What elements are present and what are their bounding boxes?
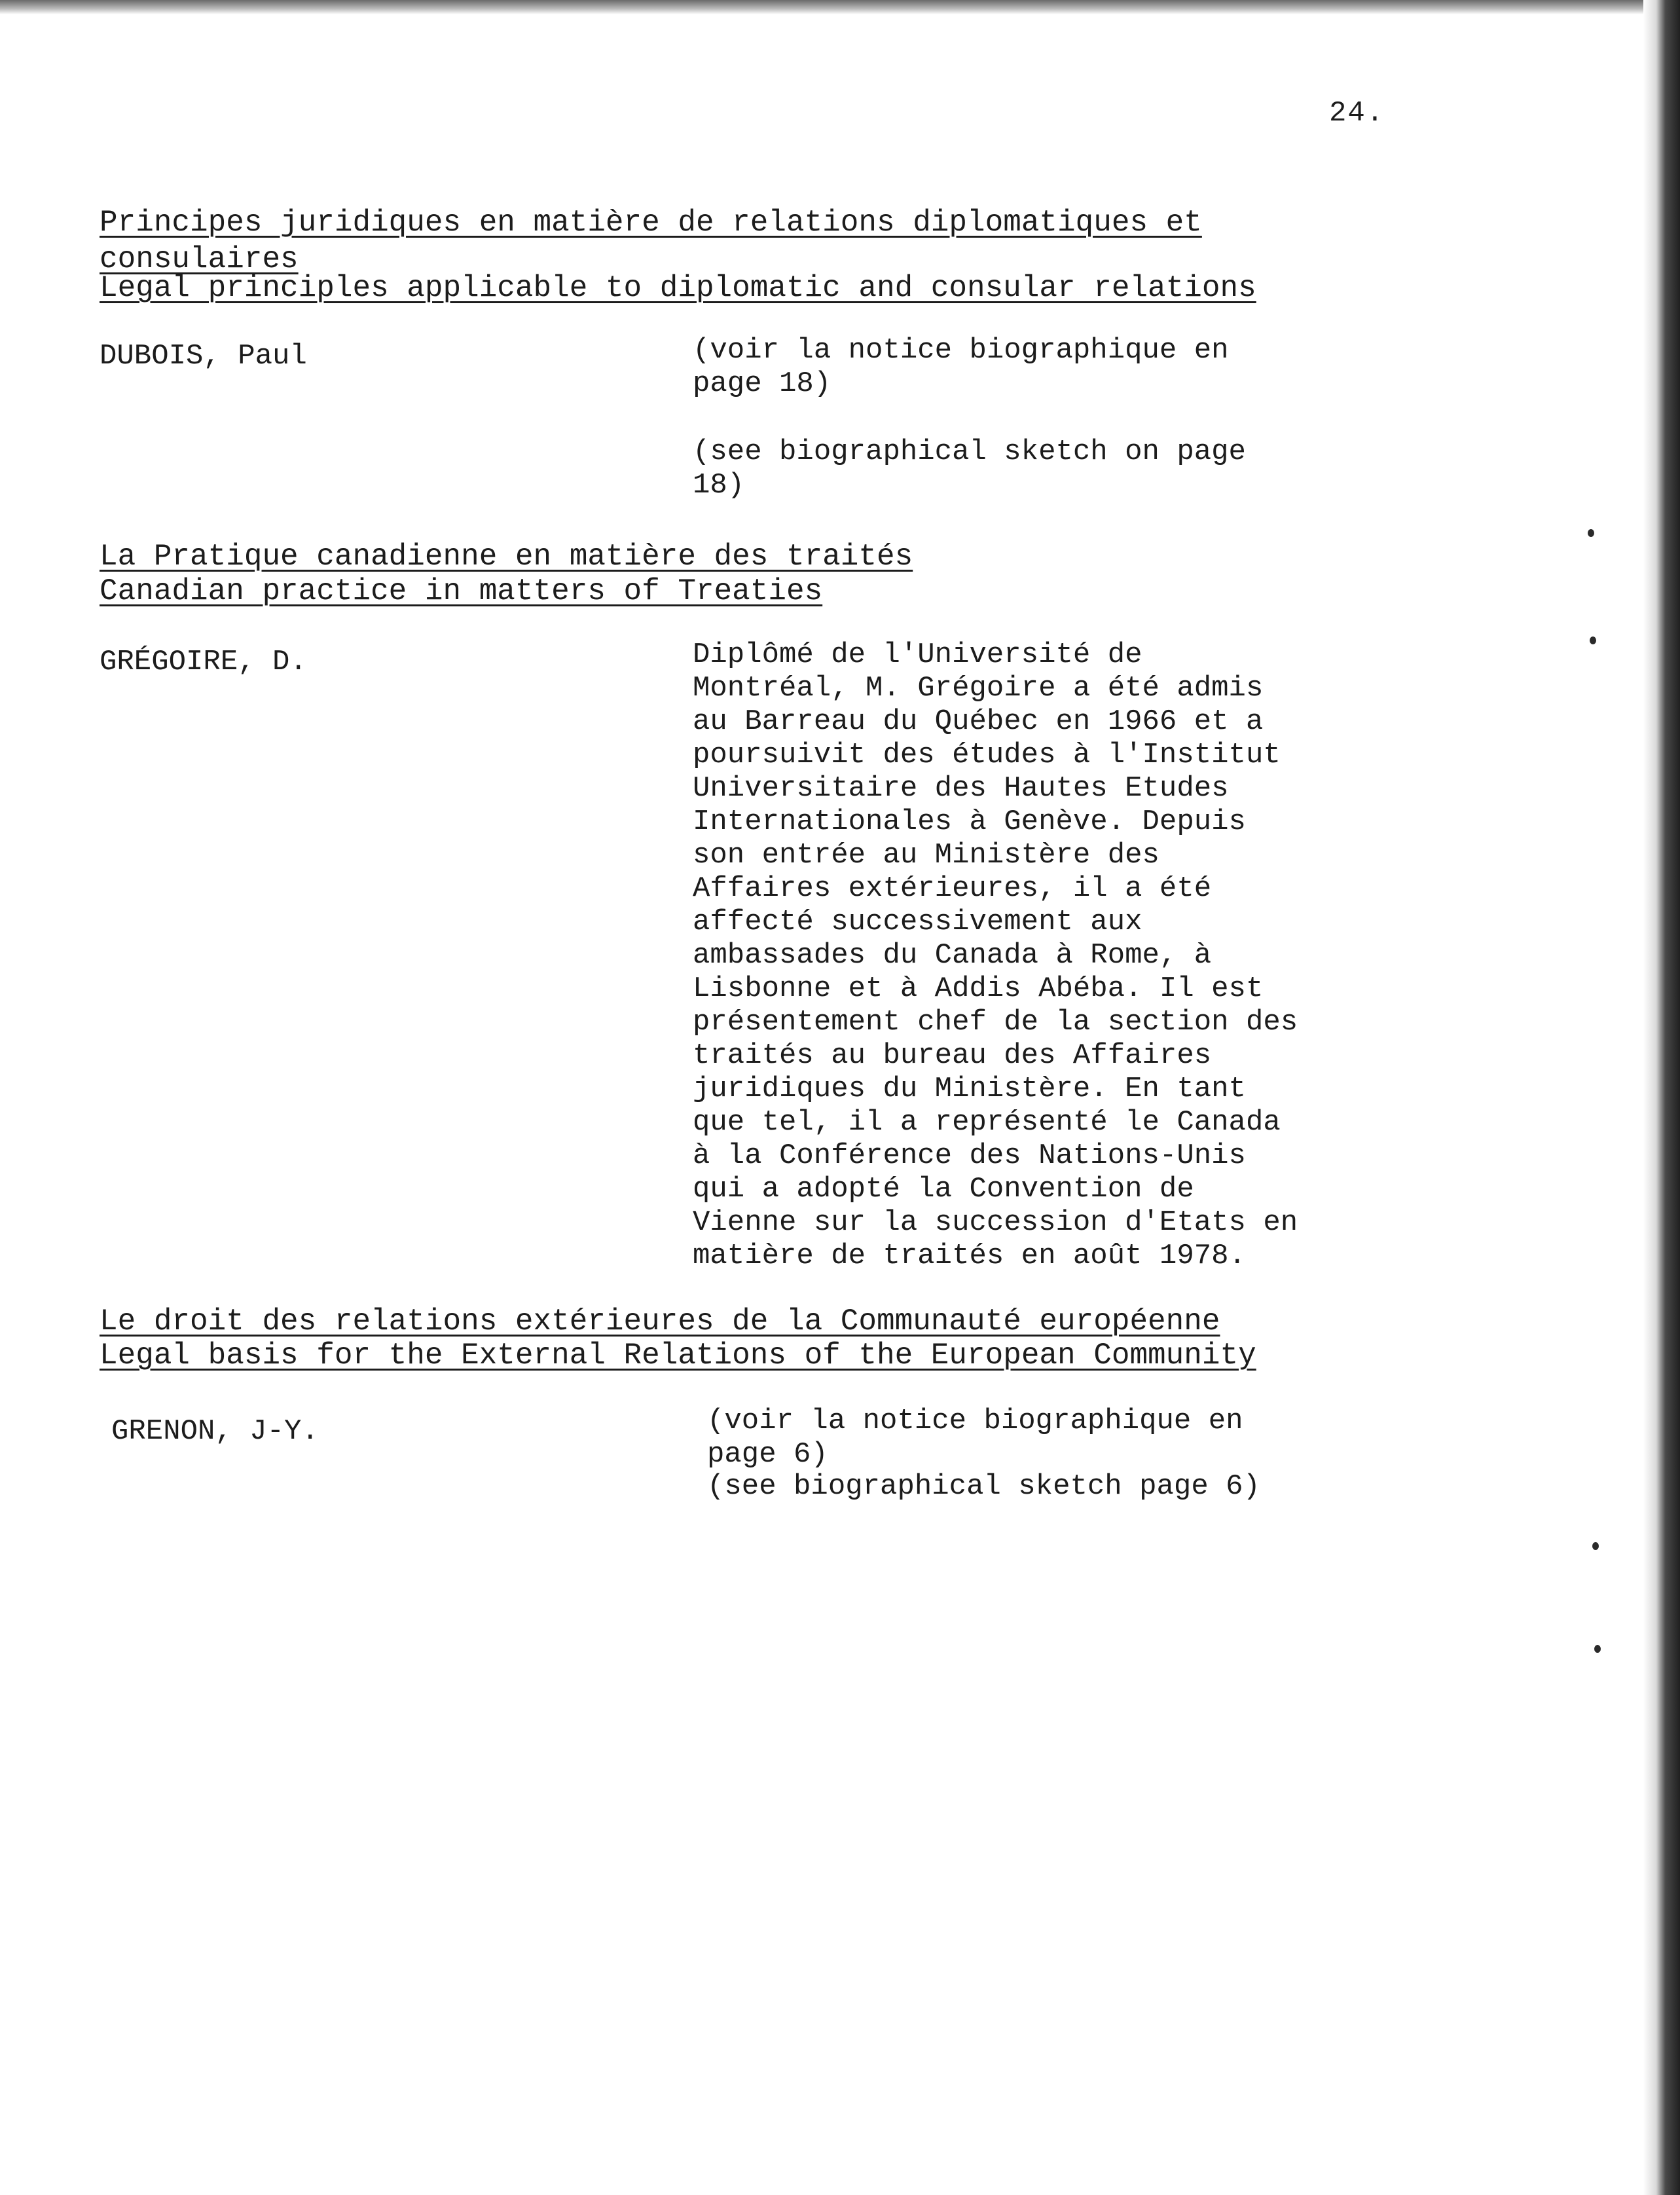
section-1-bio-fr: (voir la notice biographique en page 18) (693, 334, 1229, 400)
scan-speck (1588, 529, 1594, 537)
section-1-heading-fr (100, 204, 1202, 278)
section-3-heading-fr-text: Le droit des relations extérieures de la Communauté européenne (100, 1304, 1220, 1338)
scan-edge-right (1643, 0, 1680, 2195)
scan-speck (1590, 636, 1596, 644)
scan-edge-top (0, 0, 1643, 14)
scan-speck (1592, 1542, 1599, 1550)
section-3-heading-en-text: Legal basis for the External Relations of the European Community (100, 1338, 1256, 1373)
section-3-bio-fr: (voir la notice biographique en page 6) (707, 1405, 1243, 1471)
section-3-heading-en (100, 1337, 1256, 1374)
section-1-heading-fr-text: Principes juridiques en matière de relations diplomatiques et consulaires (100, 206, 1202, 276)
section-2-heading-fr (100, 538, 913, 575)
section-3-name: GRENON, J-Y. (111, 1415, 319, 1448)
section-1-bio-en: (see biographical sketch on page 18) (693, 435, 1246, 502)
section-2-heading-fr-text: La Pratique canadienne en matière des traités (100, 540, 913, 574)
section-1-heading-en (100, 270, 1256, 306)
section-2-heading-en-text: Canadian practice in matters of Treaties (100, 574, 823, 608)
section-2-bio-fr: Diplômé de l'Université de Montréal, M. Grégoire a été admis au Barreau du Québec en 1966 et a poursuivit des études à l'Institut Universitaire des Hautes Etudes Internationales à Genève. Depuis son entrée au Ministère des Affaires extérieures, il a été affecté successivement aux ambassades du Canada à Rome, à Lisbonne et à Addis Abéba. Il est présentement chef de la section des traités au bureau des Affaires juridiques du Ministère. En tant que tel, il a représenté le Canada à la Conférence des Nations-Unis qui a adopté la Convention de Vienne sur la succession d'Etats en matière de traités en août 1978. (693, 638, 1298, 1272)
section-1-name: DUBOIS, Paul (100, 340, 307, 373)
section-2-name: GRÉGOIRE, D. (100, 646, 307, 678)
section-3-heading-fr (100, 1303, 1220, 1340)
section-1-heading-en-text: Legal principles applicable to diplomatic and consular relations (100, 271, 1256, 305)
scan-speck (1594, 1645, 1601, 1653)
section-2-heading-en (100, 573, 822, 610)
page-number: 24. (1329, 97, 1385, 130)
section-3-bio-en: (see biographical sketch page 6) (707, 1470, 1260, 1503)
